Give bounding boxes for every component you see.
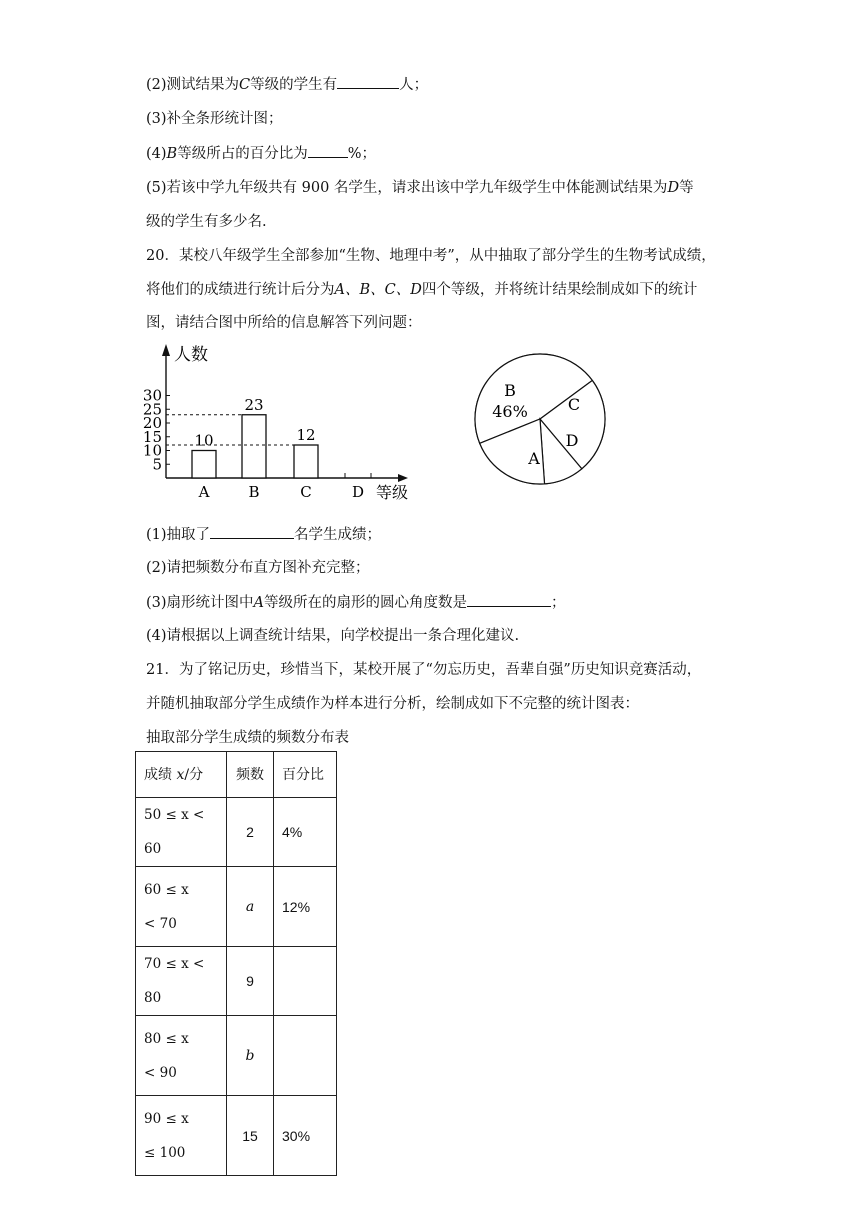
- cell-percent: [274, 947, 337, 1016]
- cell-percent: 4%: [274, 798, 337, 867]
- bar-value-label: 23: [244, 395, 264, 414]
- bar-chart: [130, 338, 430, 508]
- header-score: 成绩 x/分: [136, 752, 227, 798]
- cell-frequency: 9: [227, 947, 274, 1016]
- cell-frequency: 15: [227, 1096, 274, 1176]
- q20-stem-line2: 将他们的成绩进行统计后分为A、B、C、D四个等级，并将统计结果绘制成如下的统计: [146, 282, 698, 298]
- table-row: [136, 947, 337, 1016]
- y-axis-label: 人数: [174, 345, 208, 365]
- y-tick-label: 25: [142, 400, 162, 419]
- answer-blank: [210, 524, 294, 539]
- cell-range: 60 ≤ x < 70: [136, 867, 227, 947]
- cell-frequency: a: [227, 867, 274, 947]
- q20-sub2: (2)请把频数分布直方图补充完整；: [146, 560, 370, 576]
- x-tick-label: C: [300, 483, 312, 501]
- y-tick-label: 10: [142, 441, 162, 460]
- cell-percent: [274, 1016, 337, 1096]
- cell-range: 50 ≤ x < 60: [136, 798, 227, 867]
- pie-slice-label: A: [528, 449, 540, 468]
- cell-percent: 30%: [274, 1096, 337, 1176]
- x-axis-arrow: [398, 474, 408, 482]
- q19-sub5-line2: 级的学生有多少名.: [146, 214, 267, 230]
- x-tick-label: A: [198, 483, 210, 501]
- q20-sub4: (4)请根据以上调查统计结果，向学校提出一条合理化建议.: [146, 628, 520, 644]
- q21-stem-line1: 21．为了铭记历史，珍惜当下，某校开展了“勿忘历史，吾辈自强”历史知识竞赛活动，: [146, 662, 702, 678]
- pie-slice-label: B: [504, 381, 516, 400]
- x-axis-label: 等级: [376, 483, 409, 502]
- bar: [242, 415, 266, 478]
- y-tick-label: 30: [142, 386, 162, 405]
- y-tick-label: 5: [152, 455, 162, 474]
- pie-chart: [470, 334, 610, 496]
- y-tick-label: 15: [142, 427, 162, 446]
- q21-stem-line2: 并随机抽取部分学生成绩作为样本进行分析，绘制成如下不完整的统计图表：: [146, 696, 639, 712]
- bar-value-label: 10: [194, 431, 214, 450]
- cell-frequency: b: [227, 1016, 274, 1096]
- cell-range: 70 ≤ x < 80: [136, 947, 227, 1016]
- frequency-table: [135, 751, 337, 1176]
- q20-sub3: (3)扇形统计图中A等级所在的扇形的圆心角度数是 ；: [146, 592, 566, 613]
- table-row: [136, 867, 337, 947]
- q20-stem-line3: 图，请结合图中所给的信息解答下列问题：: [146, 315, 422, 331]
- x-tick-label: D: [351, 483, 365, 501]
- bar: [192, 451, 216, 479]
- table-row: [136, 1096, 337, 1176]
- table-row: [136, 798, 337, 867]
- answer-blank: [467, 592, 551, 607]
- pie-slice-label: D: [565, 431, 579, 450]
- q20-stem-line1: 20．某校八年级学生全部参加“生物、地理中考”，从中抽取了部分学生的生物考试成绩，: [146, 248, 716, 264]
- q20-sub1: (1)抽取了 名学生成绩；: [146, 524, 381, 545]
- cell-frequency: 2: [227, 798, 274, 867]
- x-tick-label: B: [248, 483, 260, 501]
- q19-sub3: (3)补全条形统计图；: [146, 111, 283, 127]
- table-caption: 抽取部分学生成绩的频数分布表: [146, 730, 349, 746]
- q19-sub4: (4)B等级所占的百分比为 %；: [146, 143, 376, 164]
- table-header-row: [136, 752, 337, 798]
- pie-slice-percent: 46%: [492, 402, 528, 421]
- header-percent: 百分比: [274, 752, 337, 798]
- answer-blank: [337, 74, 399, 89]
- answer-blank: [308, 143, 348, 158]
- bar: [294, 445, 318, 478]
- header-frequency: 频数: [227, 752, 274, 798]
- q19-sub5-line1: (5)若该中学九年级共有 900 名学生，请求出该中学九年级学生中体能测试结果为D等: [146, 180, 694, 196]
- y-axis-arrow: [162, 344, 170, 356]
- q19-sub2: (2)测试结果为C等级的学生有 人；: [146, 74, 428, 95]
- cell-range: 80 ≤ x < 90: [136, 1016, 227, 1096]
- y-tick-label: 20: [142, 414, 162, 432]
- cell-range: 90 ≤ x ≤ 100: [136, 1096, 227, 1176]
- cell-percent: 12%: [274, 867, 337, 947]
- pie-slice-label: C: [567, 395, 581, 414]
- bar-value-label: 12: [296, 426, 316, 444]
- table-row: [136, 1016, 337, 1096]
